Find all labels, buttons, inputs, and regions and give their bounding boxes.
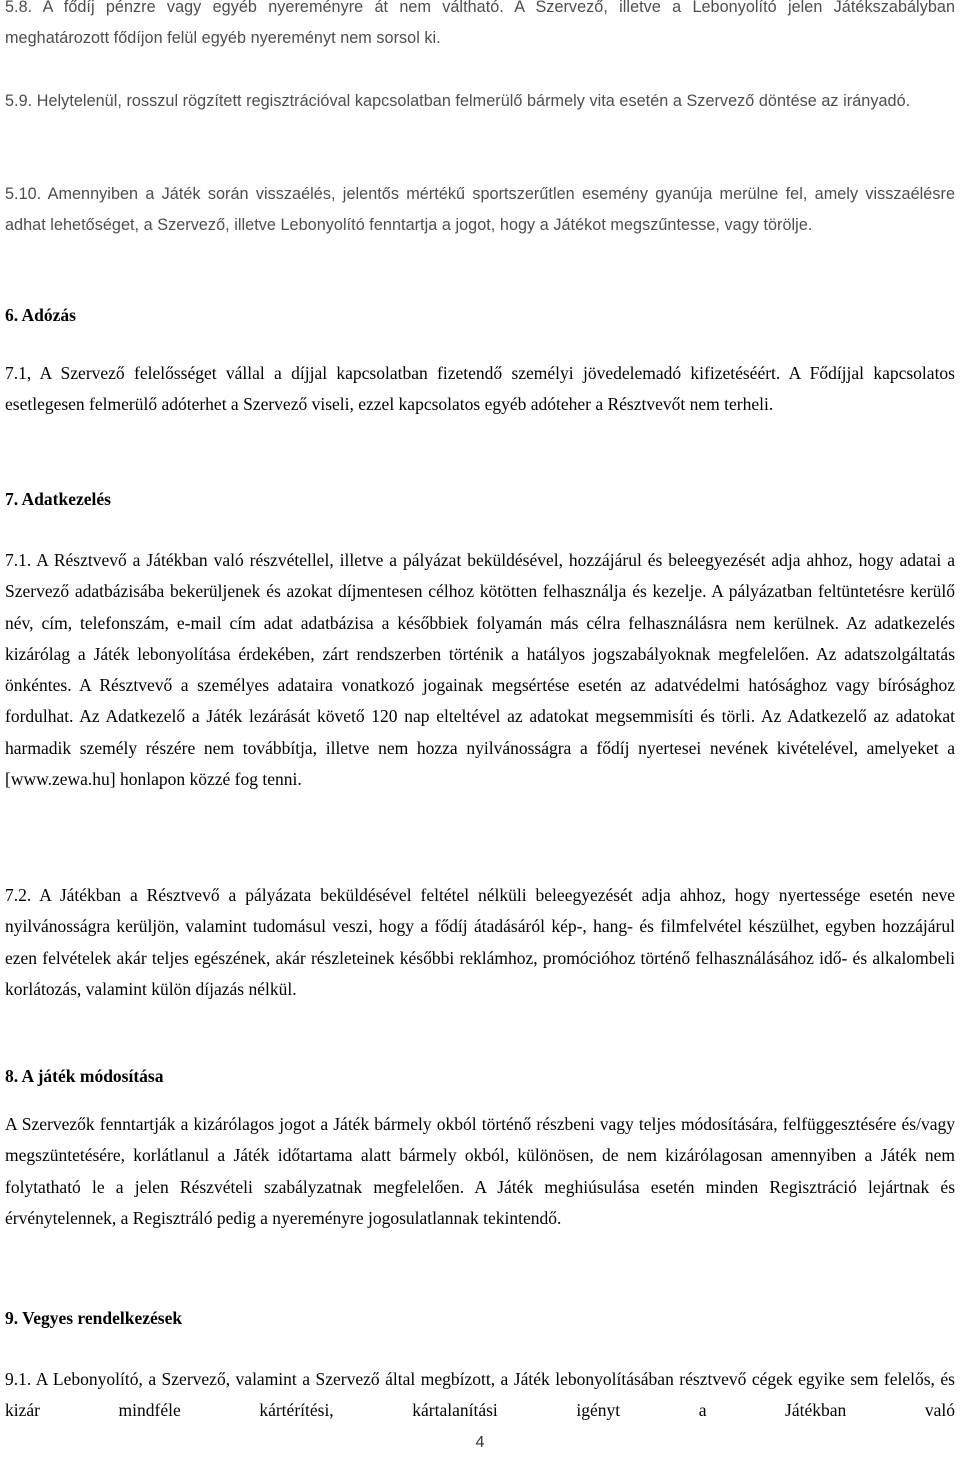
section-heading-adozas: 6. Adózás [5,305,76,325]
paragraph-7-1: 7.1. A Résztvevő a Játékban való részvétellel, illetve a pályázat beküldésével, hozzájárul és beleegyezését adja ahhoz, hogy adatai a Szervező adatbázisába bekerüljenek és azokat díjmentesen célhoz kötötten felhasználja és kezelje. A pályázatban feltüntetésre kerülő név, cím, telefonszám, e-mail cím adat adatbázisa a későbbiek folyamán más célra felhasználásra nem kerülnek. Az adatkezelés kizárólag a Játék lebonyolítása érdekében, zárt rendszerben történik a hatályos jogszabályoknak megfelelően. Az adatszolgáltatás önkéntes. A Résztvevő a személyes adataira vonatkozó jogainak megsértése esetén az adatvédelmi hatósághoz vagy bírósághoz fordulhat. Az Adatkezelő a Játék lezárását követő 120 nap elteltével az adatokat megsemmisíti és törli. Az Adatkezelő az adatokat harmadik személy részére nem továbbítja, illetve nem hozza nyilvánosságra a fődíj nyertesei nevének kivételével, amelyeket a [www.zewa.hu] honlapon közzé fog tenni. [5,550,955,790]
paragraph-5-9: 5.9. Helytelenül, rosszul rögzített regisztrációval kapcsolatban felmerülő bármely vita esetén a Szervező döntése az irányadó. [5,92,911,110]
paragraph-5-8: 5.8. A fődíj pénzre vagy egyéb nyereményre át nem váltható. A Szervező, illetve a Lebonyolító jelen Játékszabályban meghatározott fődíjon felül egyéb nyereményt nem sorsol ki. [5,0,955,48]
paragraph-7-2: 7.2. A Játékban a Résztvevő a pályázata beküldésével feltétel nélküli beleegyezését adja ahhoz, hogy nyertessége esetén neve nyilvánosságra kerüljön, valamint tudomásul veszi, hogy a fődíj átadásáról kép-, hang- és filmfelvétel készülhet, egyben hozzájárul ezen felvételek akár teljes egészének, akár részleteinek későbbi reklámhoz, promócióhoz történő felhasználásához idő- és alkalombeli korlátozás, valamint külön díjazás nélkül. [5,885,955,999]
page-number: 4 [475,1434,485,1451]
paragraph-8: A Szervezők fenntartják a kizárólagos jogot a Játék bármely okból történő részbeni vagy teljes módosítására, felfüggesztésére és/vagy megszüntetésére, korlátlanul a Játék időtartama alatt bármely okból, különösen, de nem kizárólagosan amennyiben a Játék nem folytatható le a jelen Részvételi szabályzatnak megfelelően. A Játék meghiúsulása esetén minden Regisztráció lejártnak és érvénytelennek, a Regisztráló pedig a nyereményre jogosulatlannak tekintendő. [5,1114,955,1228]
section-heading-jatek-modositasa: 8. A játék módosítása [5,1066,164,1086]
paragraph-7-1-tax: 7.1, A Szervező felelősséget vállal a díjjal kapcsolatban fizetendő személyi jövedelemadó kifizetéséért. A Fődíjjal kapcsolatos esetlegesen felmerülő adóterhet a Szervező viseli, ezzel kapcsolatos egyéb adóteher a Résztvevőt nem terheli. [5,363,955,415]
paragraph-5-10: 5.10. Amennyiben a Játék során visszaélés, jelentős mértékű sportszerűtlen esemény gyanúja merülne fel, amely visszaélésre adhat lehetőséget, a Szervező, illetve Lebonyolító fenntartja a jogot, hogy a Játékot megszűntesse, vagy törölje. [5,185,955,235]
document-page [5,0,955,1460]
section-heading-vegyes-rendelkezesek: 9. Vegyes rendelkezések [5,1308,183,1328]
section-heading-adatkezeles: 7. Adatkezelés [5,489,111,509]
paragraph-9-1: 9.1. A Lebonyolító, a Szervező, valamint a Szervező által megbízott, a Játék lebonyolításában résztvevő cégek egyike sem felelős, és kizár mindféle kártérítési, kártalanítási igényt a Játékban való [5,1369,955,1421]
